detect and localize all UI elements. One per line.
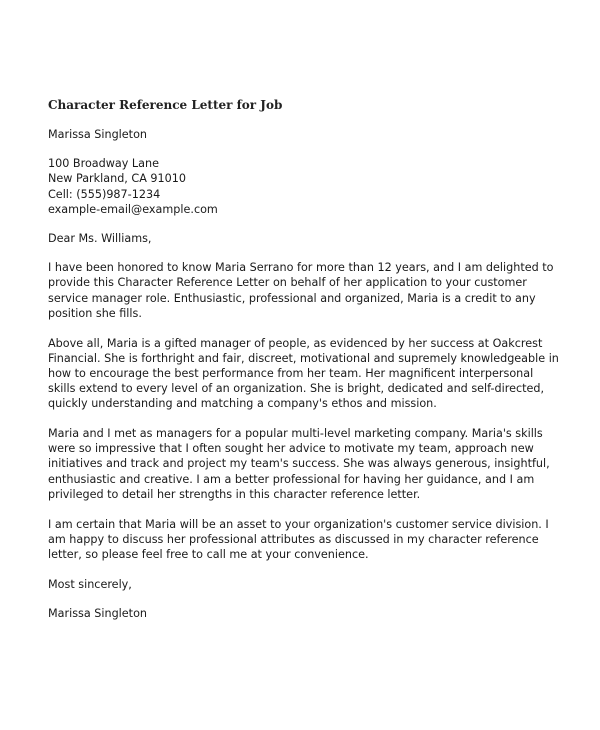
paragraph-line: letter, so please feel free to call me at your convenience. xyxy=(48,547,369,561)
sender-name: Marissa Singleton xyxy=(48,128,147,141)
closing: Most sincerely, xyxy=(48,577,132,591)
paragraph-line: privileged to detail her strengths in this character reference letter. xyxy=(48,487,421,501)
letter-title: Character Reference Letter for Job xyxy=(48,98,283,112)
paragraph-line: Maria and I met as managers for a popular multi-level marketing company. Maria's skills xyxy=(48,427,543,441)
paragraph-line: Financial. She is forthright and fair, discreet, motivational and supremely knowledgeable in xyxy=(48,351,559,365)
paragraph-line: how to encourage the best performance from her team. Her magnificent interpersonal xyxy=(48,366,534,380)
paragraph-line: provide this Character Reference Letter on behalf of her application to your customer xyxy=(48,276,527,290)
paragraph-line: Above all, Maria is a gifted manager of people, as evidenced by her success at Oakcrest xyxy=(48,336,543,350)
paragraph-line: initiatives and track and project my team's success. She was always generous, insightful, xyxy=(48,457,550,471)
salutation: Dear Ms. Williams, xyxy=(48,232,152,246)
paragraph-2 xyxy=(48,336,570,412)
paragraph-line: quickly understanding and matching a company's ethos and mission. xyxy=(48,397,437,411)
paragraph-line: I am certain that Maria will be an asset to your organization's customer service division. I xyxy=(48,517,549,531)
paragraph-line: skills extend to every level of an organization. She is bright, dedicated and self-directed, xyxy=(48,382,545,396)
paragraph-line: I have been honored to know Maria Serrano for more than 12 years, and I am delighted to xyxy=(48,261,554,275)
address-email: example-email@example.com xyxy=(48,202,218,216)
paragraph-4 xyxy=(48,517,570,563)
address-street: 100 Broadway Lane xyxy=(48,157,159,171)
address-city: New Parkland, CA 91010 xyxy=(48,172,187,186)
signature-name: Marissa Singleton xyxy=(48,606,147,620)
address-phone: Cell: (555)987-1234 xyxy=(48,187,161,201)
paragraph-line: position she fills. xyxy=(48,306,142,320)
letter-body xyxy=(48,97,570,621)
paragraph-line: service manager role. Enthusiastic, professional and organized, Maria is a credit to any xyxy=(48,291,536,305)
paragraph-3 xyxy=(48,426,570,502)
paragraph-1 xyxy=(48,260,570,321)
paragraph-line: am happy to discuss her professional attributes as discussed in my character reference xyxy=(48,532,539,546)
paragraph-line: were so impressive that I often sought her advice to motivate my team, approach new xyxy=(48,442,534,456)
sender-address xyxy=(48,156,570,217)
paragraph-line: enthusiastic and creative. I am a better professional for having her guidance, and I am xyxy=(48,472,535,486)
